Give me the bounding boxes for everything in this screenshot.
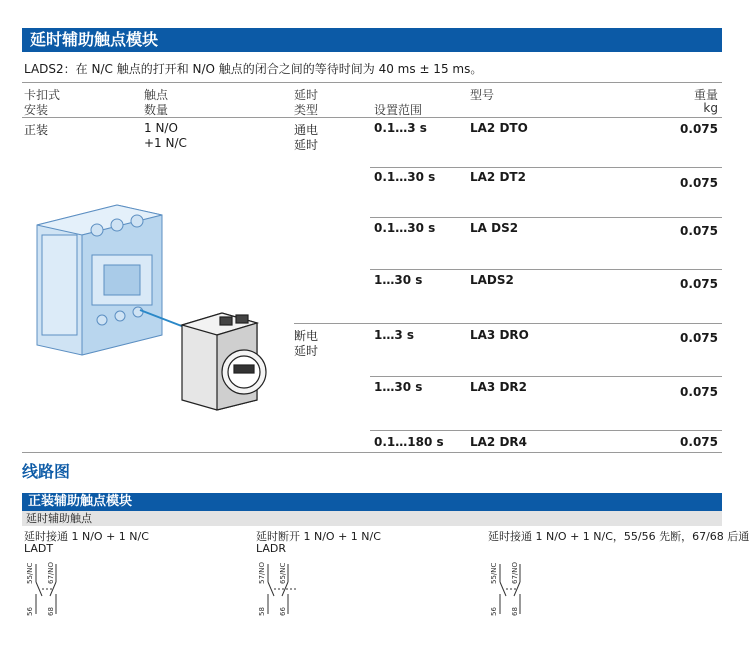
page-title: 延时辅助触点模块 bbox=[30, 30, 159, 49]
row-rule bbox=[370, 217, 722, 218]
row-weight: 0.075 bbox=[680, 385, 718, 399]
row-model: LA2 DTO bbox=[470, 121, 528, 135]
header-top-rule bbox=[22, 82, 722, 83]
header-delay-1: 延时 bbox=[294, 88, 319, 102]
contacts-value-2: +1 N/C bbox=[144, 136, 187, 150]
terminal-label: 68 bbox=[511, 607, 519, 616]
terminal-label: 56 bbox=[490, 607, 498, 616]
row-range: 1…3 s bbox=[374, 328, 415, 342]
row-model: LADS2 bbox=[470, 273, 514, 287]
row-weight: 0.075 bbox=[680, 224, 718, 238]
header-model: 型号 bbox=[470, 88, 495, 102]
diagram-desc: 延时接通 1 N/O + 1 N/C，55/56 先断，67/68 后通 bbox=[488, 530, 750, 543]
row-model: LA2 DT2 bbox=[470, 170, 526, 184]
header-mount-2: 安装 bbox=[24, 103, 49, 117]
row-rule bbox=[370, 167, 722, 168]
product-illustration bbox=[22, 195, 292, 415]
row-range: 0.1…30 s bbox=[374, 170, 436, 184]
row-rule bbox=[370, 269, 722, 270]
row-model: LA2 DR4 bbox=[470, 435, 528, 449]
delay-type-off-2: 延时 bbox=[294, 344, 319, 358]
row-model: LA3 DR2 bbox=[470, 380, 528, 394]
diagram-code: LADR bbox=[256, 542, 287, 555]
row-weight: 0.075 bbox=[680, 435, 718, 449]
terminal-label: 55/NC bbox=[490, 562, 498, 584]
row-rule bbox=[370, 376, 722, 377]
row-weight: 0.075 bbox=[680, 122, 718, 136]
header-contacts-1: 触点 bbox=[144, 88, 169, 102]
timer-module-illustration bbox=[182, 313, 266, 410]
title-bar bbox=[22, 28, 722, 52]
section-bar bbox=[22, 493, 722, 511]
diagram-code: LADT bbox=[24, 542, 54, 555]
row-weight: 0.075 bbox=[680, 277, 718, 291]
diagram-desc: 延时接通 1 N/O + 1 N/C bbox=[24, 530, 149, 543]
contacts-value-1: 1 N/O bbox=[144, 121, 178, 135]
terminal-label: 58 bbox=[258, 607, 266, 616]
row-range: 0.1…3 s bbox=[374, 121, 427, 135]
terminal-label: 67/NO bbox=[47, 561, 55, 584]
row-weight: 0.075 bbox=[680, 331, 718, 345]
terminal-label: 65/NC bbox=[279, 562, 287, 584]
delay-type-on-1: 通电 bbox=[294, 123, 319, 137]
row-model: LA DS2 bbox=[470, 221, 519, 235]
diagram-desc: 延时断开 1 N/O + 1 N/C bbox=[256, 530, 381, 543]
terminal-label: 56 bbox=[26, 607, 34, 616]
terminal-label: 66 bbox=[279, 607, 287, 616]
header-weight-1: 重量 bbox=[693, 88, 718, 102]
contact-symbol-diagram bbox=[254, 560, 314, 620]
sub-bar: 延时辅助触点 bbox=[22, 511, 722, 526]
header-bottom-rule bbox=[22, 117, 722, 118]
header-mount-1: 卡扣式 bbox=[24, 88, 61, 102]
row-range: 0.1…30 s bbox=[374, 221, 436, 235]
row-weight: 0.075 bbox=[680, 176, 718, 190]
header-range: 设置范围 bbox=[374, 103, 423, 117]
delay-type-on-2: 延时 bbox=[294, 138, 319, 152]
header-delay-2: 类型 bbox=[294, 103, 319, 117]
header-weight-2: kg bbox=[703, 101, 718, 115]
section-bar-label: 正装辅助触点模块 bbox=[28, 494, 133, 509]
terminal-label: 57/NO bbox=[258, 561, 266, 584]
circuit-title: 线路图 bbox=[22, 462, 71, 481]
contactor-illustration bbox=[37, 205, 162, 355]
group-rule bbox=[294, 323, 722, 324]
row-range: 0.1…180 s bbox=[374, 435, 444, 449]
terminal-label: 67/NO bbox=[511, 561, 519, 584]
row-range: 1…30 s bbox=[374, 380, 423, 394]
contact-symbol-diagram bbox=[486, 560, 546, 620]
table-bottom-rule bbox=[22, 452, 722, 453]
row-model: LA3 DRO bbox=[470, 328, 529, 342]
header-contacts-2: 数量 bbox=[144, 103, 169, 117]
intro-note: LADS2：在 N/C 触点的打开和 N/O 触点的闭合之间的等待时间为 40 ms ± 15 ms。 bbox=[24, 62, 483, 76]
row-range: 1…30 s bbox=[374, 273, 423, 287]
mount-value: 正装 bbox=[24, 123, 49, 137]
row-rule bbox=[370, 430, 722, 431]
contact-symbol-diagram bbox=[22, 560, 82, 620]
terminal-label: 55/NC bbox=[26, 562, 34, 584]
terminal-label: 68 bbox=[47, 607, 55, 616]
delay-type-off-1: 断电 bbox=[294, 329, 319, 343]
